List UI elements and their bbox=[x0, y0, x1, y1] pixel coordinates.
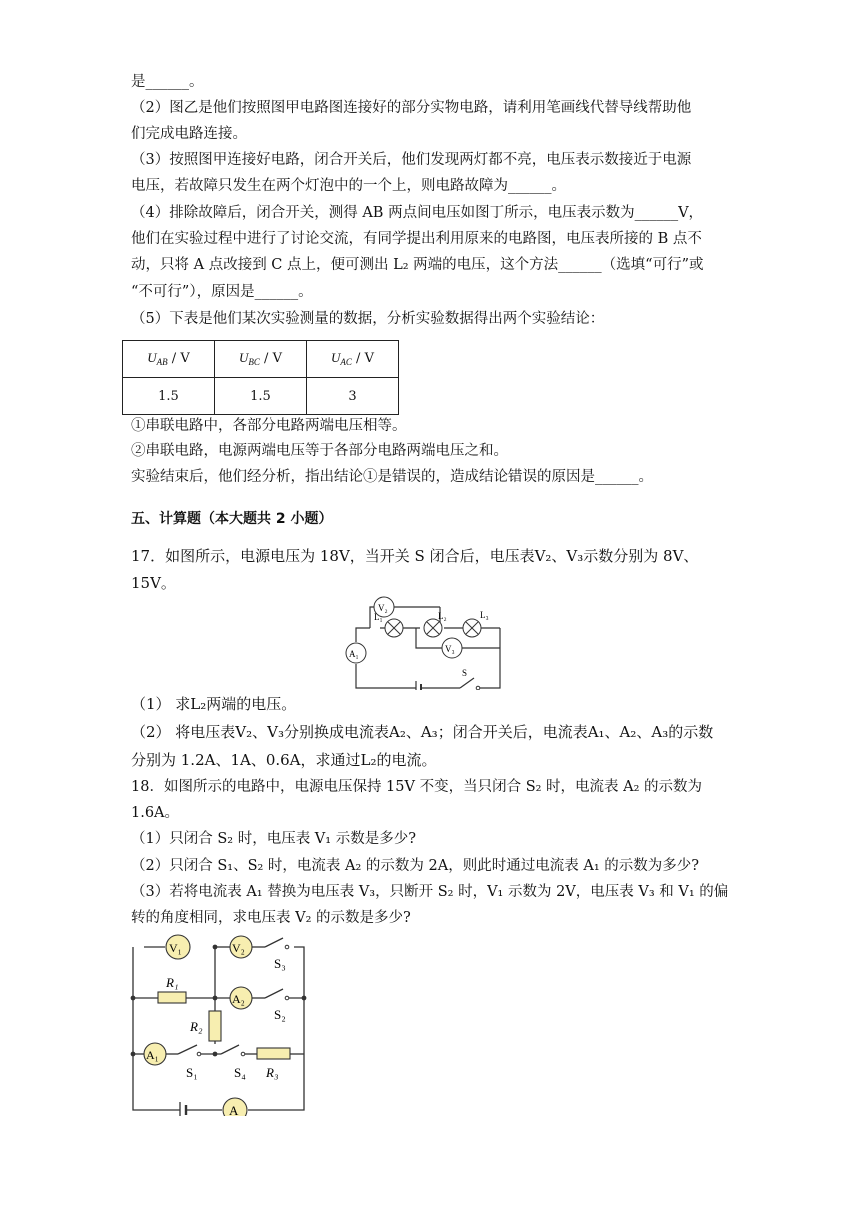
sub-question: 转的角度相同，求电压表 V₂ 的示数是多少? bbox=[131, 910, 411, 926]
text-line: 是______。 bbox=[131, 74, 204, 90]
text-line: 实验结束后，他们经分析，指出结论①是错误的，造成结论错误的原因是______。 bbox=[131, 469, 653, 485]
a2-meter-label: A₂ bbox=[232, 992, 245, 1006]
table-cell: 1.5 bbox=[123, 378, 215, 415]
s4-label: S₄ bbox=[234, 1065, 246, 1080]
a-meter-label: A bbox=[229, 1103, 239, 1116]
sub-question: 分别为 1.2A、1A、0.6A，求通过L₂的电流。 bbox=[131, 751, 437, 769]
l3-label: L₃ bbox=[480, 610, 489, 620]
question-stem: 18．如图所示的电路中，电源电压保持 15V 不变，当只闭合 S₂ 时，电流表 A₂ 的示数为 bbox=[131, 779, 703, 795]
l1-label: L₁ bbox=[374, 612, 383, 622]
section-title: 五、计算题（本大题共 2 小题） bbox=[131, 511, 333, 527]
table-header-row bbox=[123, 341, 399, 378]
l2-label: L₂ bbox=[438, 611, 447, 621]
text-line: “不可行”），原因是______。 bbox=[131, 284, 313, 300]
conclusion-1: ①串联电路中，各部分电路两端电压相等。 bbox=[131, 418, 407, 434]
a1-meter-label: A₁ bbox=[146, 1048, 159, 1062]
table-header-cell: $U_{AB}$ / V bbox=[123, 341, 215, 378]
question-stem: 17．如图所示，电源电压为 18V，当开关 S 闭合后，电压表V₂、V₃示数分别为 8V、 bbox=[131, 547, 699, 565]
v2-label: V₂ bbox=[378, 603, 388, 613]
s-label: S bbox=[462, 668, 468, 678]
v3-label: V₃ bbox=[445, 644, 455, 654]
sub-question: （1） 求L₂两端的电压。 bbox=[131, 695, 297, 713]
table-header-cell: $U_{BC}$ / V bbox=[215, 341, 307, 378]
text-line: 他们在实验过程中进行了讨论交流，有同学提出利用原来的电路图，电压表所接的 B 点不 bbox=[131, 231, 702, 247]
table-header-cell: $U_{AC}$ / V bbox=[307, 341, 399, 378]
s3-label: S₃ bbox=[274, 956, 286, 971]
text-line: （5）下表是他们某次实验测量的数据，分析实验数据得出两个实验结论： bbox=[131, 311, 605, 327]
sub-question: （3）若将电流表 A₁ 替换为电压表 V₃，只断开 S₂ 时，V₁ 示数为 2V，电压表 V₃ 和 V₁ 的偏 bbox=[131, 884, 729, 900]
circuit-diagram-q18 bbox=[124, 930, 314, 1116]
table-cell: 3 bbox=[307, 378, 399, 415]
sub-question: （1）只闭合 S₂ 时，电压表 V₁ 示数是多少? bbox=[131, 831, 416, 847]
r1-label: R₁ bbox=[166, 975, 179, 990]
conclusion-2: ②串联电路，电源两端电压等于各部分电路两端电压之和。 bbox=[131, 443, 508, 459]
resistor-r3 bbox=[257, 1048, 290, 1059]
resistor-r1 bbox=[158, 992, 186, 1003]
text-line: 动，只将 A 点改接到 C 点上，便可测出 L₂ 两端的电压，这个方法______（选填“可行”或 bbox=[131, 257, 704, 273]
v2-meter-label: V₂ bbox=[232, 941, 245, 955]
question-stem: 15V。 bbox=[131, 574, 176, 592]
text-line: 们完成电路连接。 bbox=[131, 126, 247, 142]
circuit-diagram-q17 bbox=[340, 596, 510, 690]
sub-question: （2）只闭合 S₁、S₂ 时，电流表 A₂ 的示数为 2A，则此时通过电流表 A₁ 的示数为多少? bbox=[131, 858, 700, 874]
v1-meter-label: V₁ bbox=[169, 941, 182, 955]
text-line: （3）按照图甲连接好电路，闭合开关后，他们发现两灯都不亮，电压表示数接近于电源 bbox=[131, 152, 692, 168]
table-cell: 1.5 bbox=[215, 378, 307, 415]
s2-label: S₂ bbox=[274, 1007, 286, 1022]
text-line: （4）排除故障后，闭合开关，测得 AB 两点间电压如图丁所示，电压表示数为______V， bbox=[131, 205, 704, 221]
r3-label: R₃ bbox=[266, 1065, 279, 1080]
resistor-r2 bbox=[209, 1011, 221, 1041]
sub-question: （2） 将电压表V₂、V₃分别换成电流表A₂、A₃；闭合开关后，电流表A₁、A₂、A₃的示数 bbox=[131, 723, 714, 741]
a1-label: A₁ bbox=[349, 649, 359, 659]
data-table bbox=[122, 340, 399, 415]
s1-label: S₁ bbox=[186, 1065, 198, 1080]
text-line: 电压，若故障只发生在两个灯泡中的一个上，则电路故障为______。 bbox=[131, 178, 566, 194]
table-row bbox=[123, 378, 399, 415]
question-stem: 1.6A。 bbox=[131, 805, 180, 821]
r2-label: R₂ bbox=[190, 1019, 203, 1034]
text-line: （2）图乙是他们按照图甲电路图连接好的部分实物电路，请利用笔画线代替导线帮助他 bbox=[131, 100, 692, 116]
